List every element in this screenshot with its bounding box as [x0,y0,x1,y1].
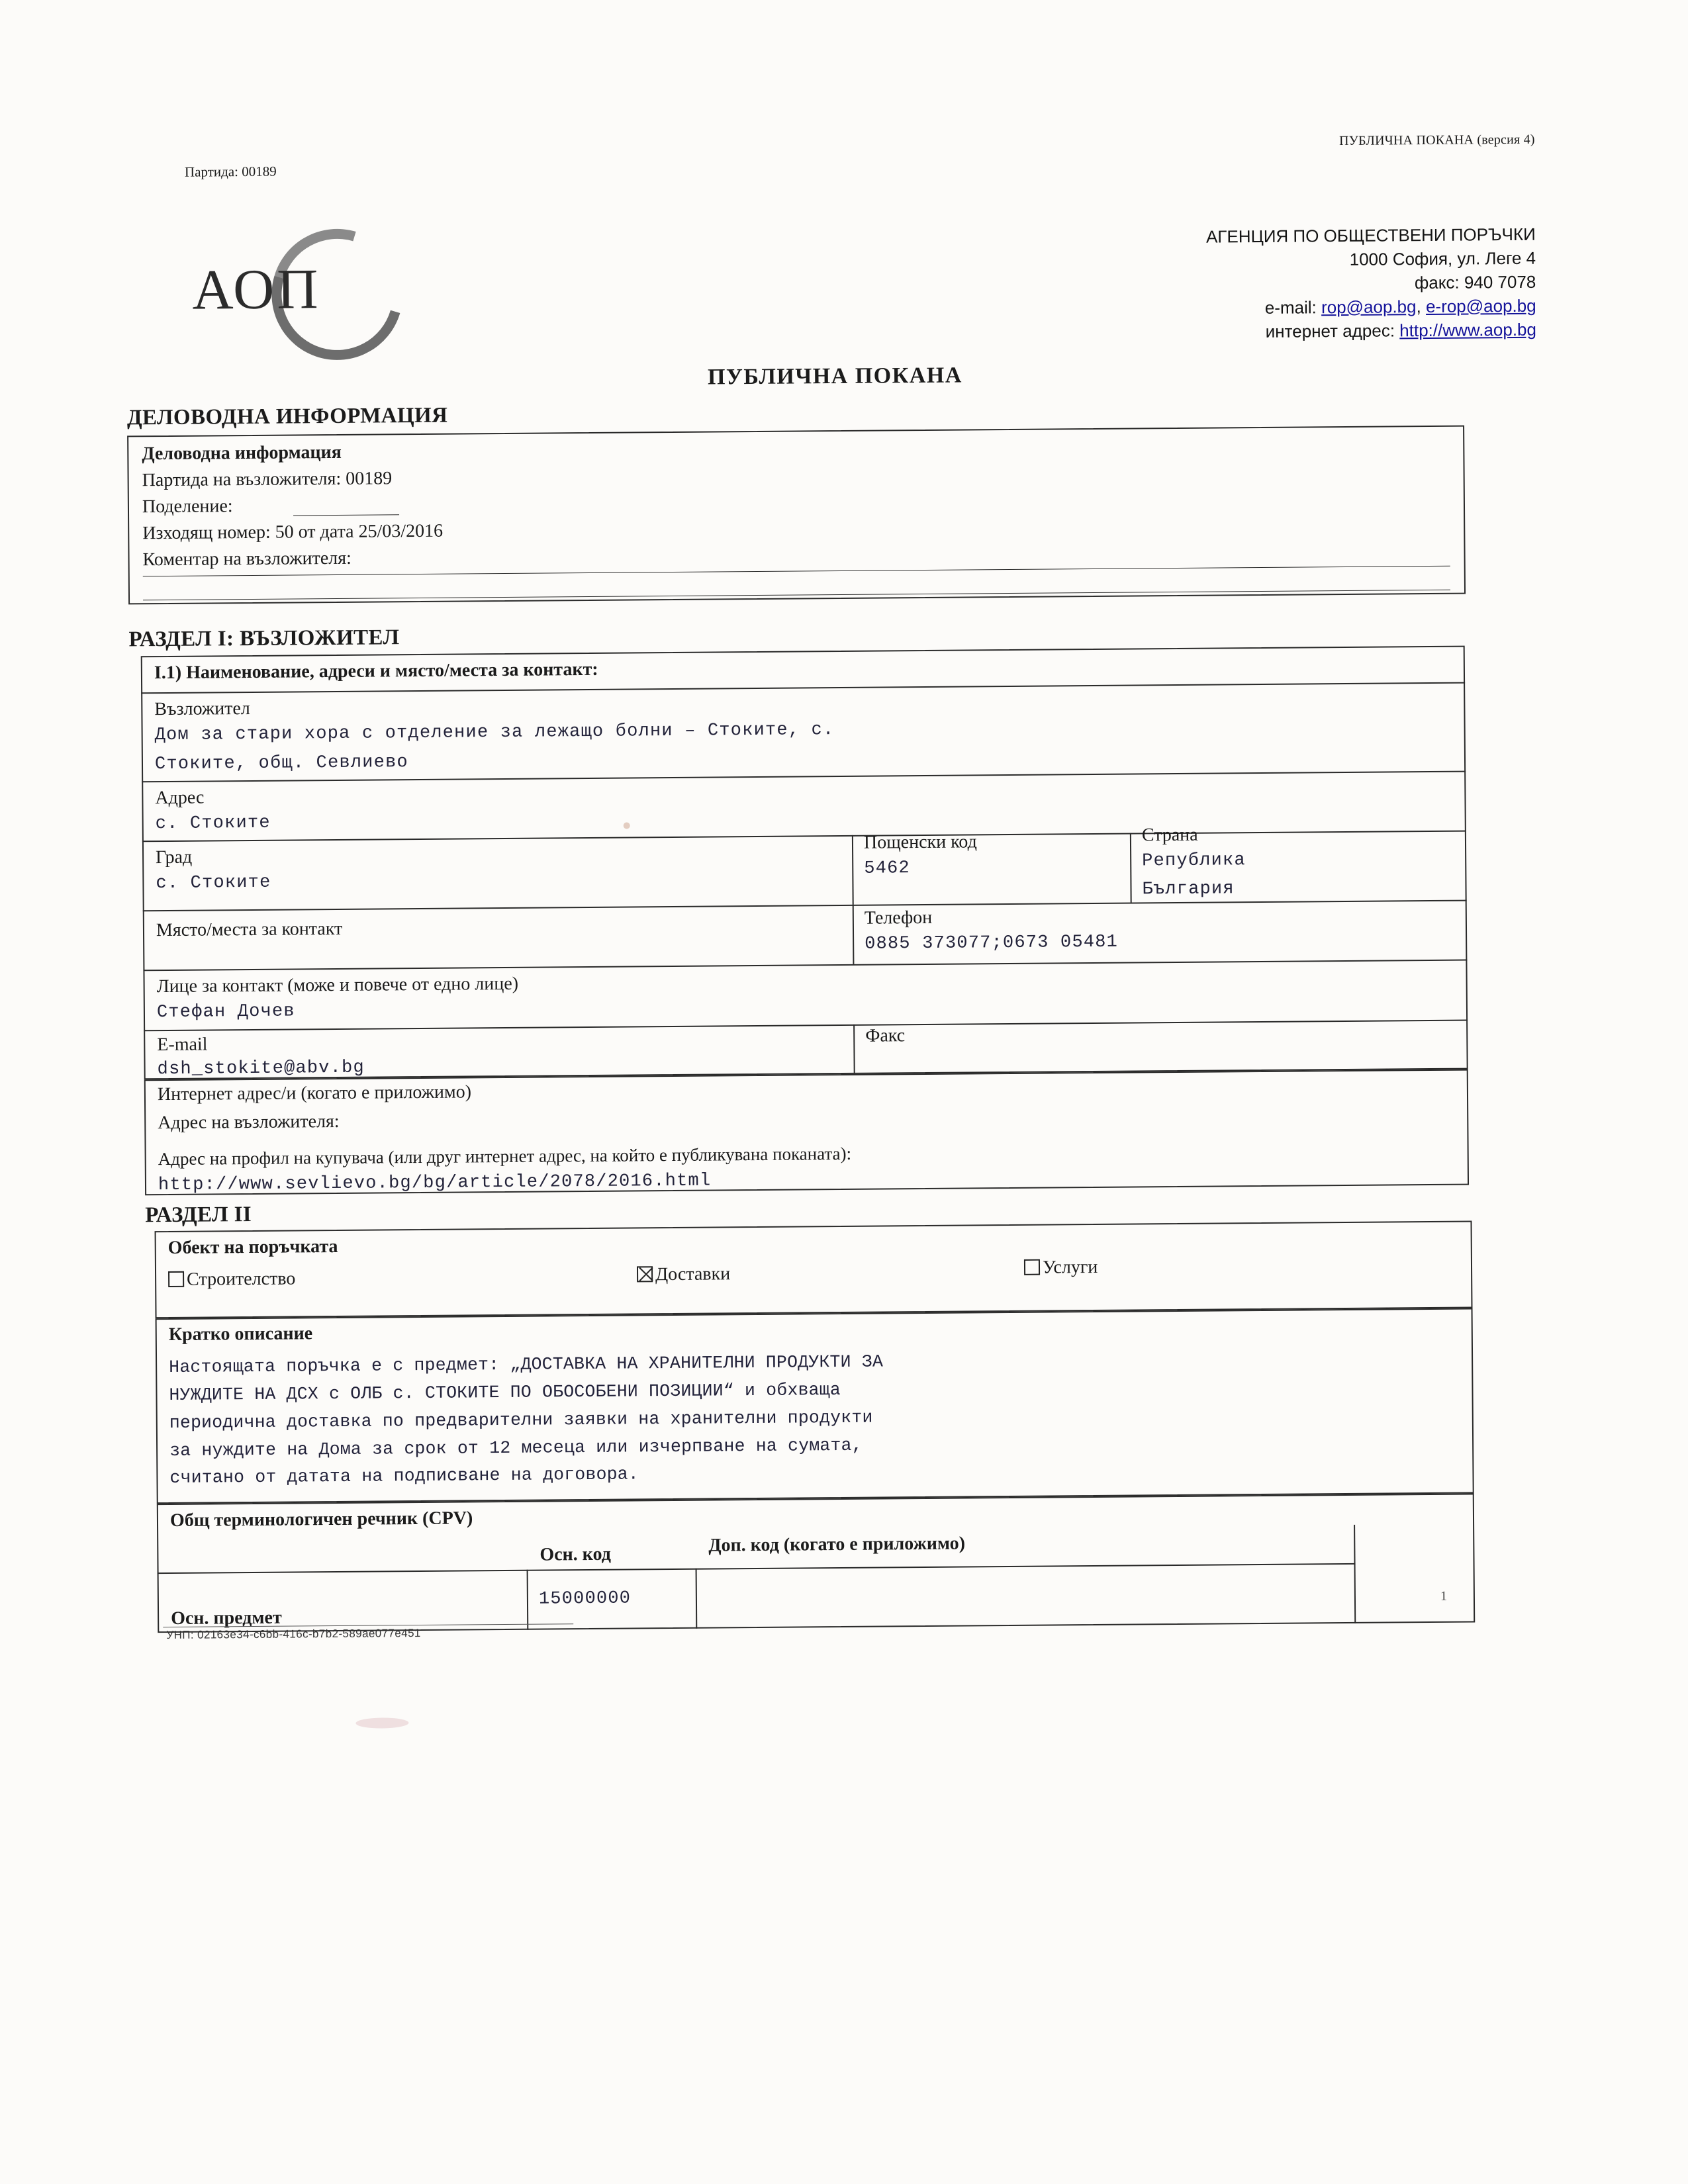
agency-contact-block [1206,223,1536,344]
cpv-main-code-value: 15000000 [538,1588,632,1610]
footer-unp: УНП: 02163e34-c6bb-416c-b7b2-589ae077e451 [166,1627,421,1642]
agency-address: 1000 София, ул. Леге 4 [1349,248,1536,269]
postcode-label: Пощенски код [863,831,977,853]
form-version-note: ПУБЛИЧНА ПОКАНА (версия 4) [1339,132,1535,149]
page-number: 1 [1440,1588,1448,1604]
buyer-profile-value: http://www.sevlievo.bg/bg/article/2078/2016.html [158,1171,712,1196]
fax-label: Факс [865,1025,906,1046]
city-label: Град [155,846,193,868]
vuzlojitel-value-line1: Дом за стари хора с отделение за лежащо болни – Стоките, с. [154,720,835,746]
agency-email-label: e-mail: [1264,296,1317,318]
phone-value: 0885 373077;0673 05481 [865,932,1119,954]
logo-text: АОП [191,257,321,322]
address-label: Адрес [155,787,205,809]
checkbox-uslugi[interactable] [1024,1259,1040,1275]
scan-artifact-dot [624,822,630,829]
delovodna-izhodyasht: Изходящ номер: 50 от дата 25/03/2016 [142,520,444,544]
delovodna-box-title: Деловодна информация [142,441,342,465]
document-title: ПУБЛИЧНА ПОКАНА [707,363,963,390]
agency-email-2[interactable]: e-rop@aop.bg [1425,295,1536,316]
checkbox-dostavki[interactable] [637,1266,653,1282]
option-uslugi[interactable] [1024,1257,1098,1279]
checkbox-stroitelstvo[interactable] [168,1271,184,1287]
object-title: Обект на поръчката [167,1236,338,1258]
document-sheet [124,94,1557,2104]
country-value-line1: Република [1142,850,1246,872]
partida-header: Партида: 00189 [184,163,277,180]
agency-name: АГЕНЦИЯ ПО ОБЩЕСТВЕНИ ПОРЪЧКИ [1205,224,1536,247]
address-value: с. Стоките [155,813,271,835]
option-stroitelstvo[interactable] [168,1268,295,1291]
scan-artifact-smudge [355,1717,408,1729]
section-1-box [141,646,1468,1080]
delovodna-comment-label: Коментар на възложителя: [142,547,352,570]
agency-web-row [1207,318,1536,344]
email-value: dsh_stokite@abv.bg [157,1058,365,1080]
agency-website-link[interactable]: http://www.aop.bg [1399,319,1537,340]
short-description-title: Кратко описание [168,1323,313,1345]
email-label: E-mail [157,1034,208,1056]
agency-email-1[interactable]: rop@aop.bg [1321,296,1417,317]
section-title-razdel-2: РАЗДЕЛ II [145,1202,252,1228]
buyer-address-label: Адрес на възложителя: [158,1111,340,1134]
section-title-delovodna: ДЕЛОВОДНА ИНФОРМАЦИЯ [126,403,448,430]
section-title-razdel-1: РАЗДЕЛ I: ВЪЗЛОЖИТЕЛ [128,625,400,652]
contact-person-value: Стефан Дочев [156,1001,295,1023]
buyer-profile-label: Адрес на профил на купувача (или друг интернет адрес, на който е публикувана поканата): [158,1143,852,1169]
i1-title: I.1) Наименование, адреси и място/места за контакт: [154,659,598,684]
internet-label: Интернет адрес/и (когато е приложимо) [157,1081,472,1105]
cpv-title: Общ терминологичен речник (CPV) [169,1508,473,1531]
country-value-line2: България [1142,879,1235,900]
contact-place-label: Място/места за контакт [156,918,343,941]
country-label: Страна [1141,824,1198,846]
option-label-uslugi: Услуги [1042,1256,1098,1278]
phone-label: Телефон [864,907,933,929]
option-label-dostavki: Доставки [655,1263,731,1285]
short-description-text: Настоящата поръчка е с предмет: „ДОСТАВКА НА ХРАНИТЕЛНИ ПРОДУКТИ ЗА НУЖДИТЕ НА ДСХ с ОЛБ с. СТОКИТЕ ПО ОБОСОБЕНИ ПОЗИЦИИ“ и обхваща периодична доставка по предварителни заявки на хранителни продукти за нуждите на Дома за срок от 12 месеца или изчерпване на сумата, считано от датата на подписване на договора. [169,1351,884,1488]
cpv-subject-label: Осн. предмет [171,1607,282,1629]
cpv-extra-code-label: Доп. код (когато е приложимо) [708,1533,966,1556]
object-box [155,1221,1473,1319]
agency-fax: факс: 940 7078 [1414,271,1536,293]
agency-web-label: интернет адрес: [1265,320,1395,341]
agency-email-separator: , [1416,296,1421,316]
contact-person-label: Лице за контакт (може и повече от едно лице) [156,973,519,997]
vuzlojitel-label: Възложител [154,698,250,720]
aop-logo [192,228,411,356]
postcode-value: 5462 [864,858,911,879]
option-dostavki[interactable] [637,1263,730,1285]
delovodna-partida: Партида на възложителя: 00189 [142,468,393,491]
option-label-stroitelstvo: Строителство [186,1268,296,1290]
city-value: с. Стоките [156,872,271,894]
vuzlojitel-value-line2: Стоките, общ. Севлиево [154,752,408,775]
delovodna-podelenie-label: Поделение: [142,496,233,518]
cpv-main-code-label: Осн. код [539,1543,611,1565]
agency-email-row [1207,294,1536,320]
